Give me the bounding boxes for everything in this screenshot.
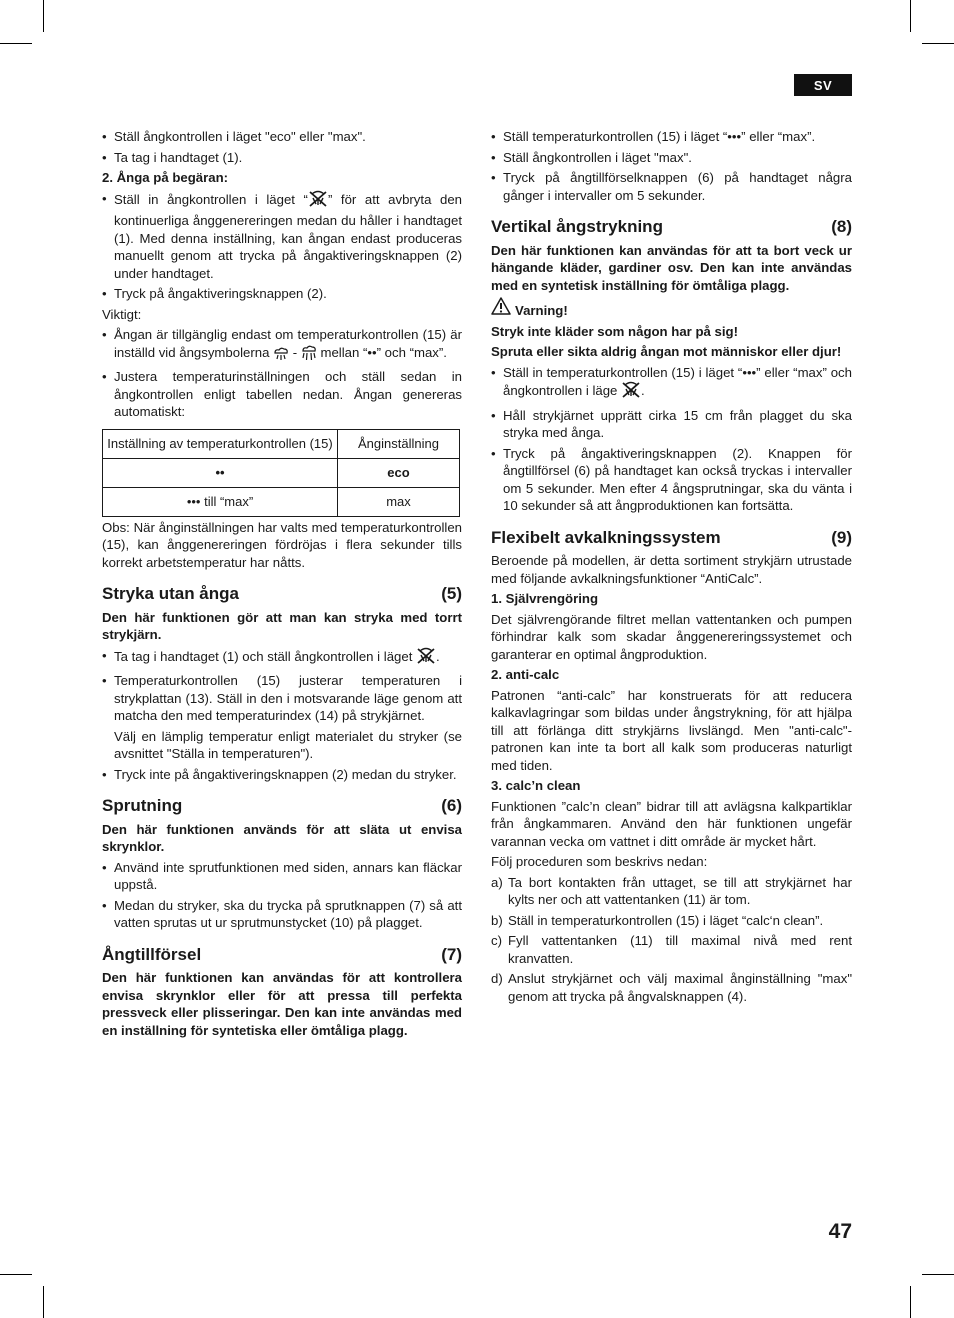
section-heading bbox=[102, 585, 462, 603]
section-title: Sprutning bbox=[102, 796, 183, 815]
section-title: Flexibelt avkalkningssystem bbox=[491, 527, 721, 547]
text: ” för att avbryta den kontinuerliga ånggenereringen medan du håller i handtaget (1). Med denna inställning, kan ångan endast produceras manuellt genom att trycka på ångaktiveringsknappen (2) under handtaget. bbox=[114, 191, 462, 281]
text: - bbox=[289, 344, 301, 360]
subheading: 2. anti-calc bbox=[491, 667, 560, 682]
text: Ställ in ångkontrollen i läget “ bbox=[114, 191, 308, 207]
list-item bbox=[102, 190, 462, 283]
list-item: • Justera temperaturinställningen och ställ sedan in ångkontrollen enligt tabellen nedan. Ångan genereras automatiskt: bbox=[102, 368, 462, 421]
warning-paragraph: Stryk inte kläder som någon har på sig! bbox=[491, 323, 738, 339]
no-steam-icon bbox=[621, 381, 641, 404]
section-heading bbox=[102, 797, 462, 815]
table-header: Ånginställning bbox=[338, 429, 460, 458]
warning-paragraph: Spruta eller sikta aldrig ångan mot människor eller djur! bbox=[491, 344, 842, 359]
list-item: • Tryck på ångtillförselknappen (6) på handtaget några gånger i intervaller om 5 sekunder. bbox=[491, 169, 852, 204]
lead-paragraph: Den här funktionen kan användas för att kontrollera envisa skrynklor eller för att pressa till perfekta pressveck eller plisseringar. Den kan inte användas med en inställning för syntetiska eller ömtåliga plagg. bbox=[102, 970, 462, 1038]
crop-mark bbox=[922, 43, 954, 44]
crop-mark bbox=[910, 0, 911, 32]
note-label: Viktigt: bbox=[102, 306, 142, 322]
crop-mark bbox=[43, 0, 44, 32]
table-row bbox=[103, 458, 460, 487]
warning-triangle-icon bbox=[491, 297, 511, 320]
list-item: • Ställ ångkontrollen i läget "eco" eller "max". bbox=[102, 128, 462, 146]
subheading: 3. calc’n clean bbox=[491, 778, 581, 793]
text: Ställ in temperaturkontrollen (15) i läget “•••” eller “max” och ångkontrollen i läge bbox=[503, 364, 852, 398]
step-text: Fyll vattentanken (11) till maximal nivå med rent kranvatten. bbox=[508, 933, 852, 966]
list-item: • Tryck på ångaktiveringsknappen (2). bbox=[102, 285, 462, 303]
list-item: • Använd inte sprutfunktionen med siden, annars kan fläckar uppstå. bbox=[102, 859, 462, 894]
crop-mark bbox=[43, 1286, 44, 1318]
crop-mark bbox=[922, 1274, 954, 1275]
step-item bbox=[491, 912, 852, 930]
section-title: Vertikal ångstrykning bbox=[491, 217, 663, 236]
list-item bbox=[491, 364, 852, 404]
language-badge: SV bbox=[794, 74, 852, 96]
paragraph: Beroende på modellen, är detta sortiment strykjärn utrustade med följande avkalkningsfunktioner “AntiCalc”. bbox=[491, 553, 852, 586]
section-number: (6) bbox=[441, 796, 462, 815]
crop-mark bbox=[0, 43, 32, 44]
lead-paragraph: Den här funktionen kan användas för att ta bort veck ur hängande kläder, gardiner osv. Den kan inte användas med en syntetisk inställning för ömtåliga plagg. bbox=[491, 242, 852, 293]
subheading: 2. Ånga på begäran: bbox=[102, 170, 229, 185]
warning-label bbox=[491, 297, 852, 320]
step-item bbox=[491, 970, 852, 1005]
text: . bbox=[436, 648, 440, 664]
section-title: Stryka utan ånga bbox=[102, 584, 239, 603]
table-cell: max bbox=[338, 487, 460, 516]
table-cell: •• bbox=[103, 458, 338, 487]
paragraph: Det självrengörande filtret mellan vattentanken och pumpen förhindrar kalk som skadar ånggenereringssystemet och garanterar en optimal ångproduktion. bbox=[491, 611, 852, 662]
section-number: (5) bbox=[441, 584, 462, 603]
step-marker: d) bbox=[491, 971, 503, 986]
table-cell: eco bbox=[338, 458, 460, 487]
step-text: Ta bort kontakten från uttaget, se till att strykjärnet har kylts ner och att vattentanken (11) är tom. bbox=[508, 874, 852, 907]
steam-max-icon bbox=[301, 345, 317, 366]
list-item: • Ta tag i handtaget (1). bbox=[102, 149, 462, 167]
text: mellan “••” och “max”. bbox=[316, 344, 447, 360]
no-steam-icon bbox=[416, 647, 436, 670]
list-item bbox=[102, 326, 462, 365]
crop-mark bbox=[0, 1274, 32, 1275]
warning-text: Varning! bbox=[515, 303, 568, 318]
list-item-continuation: Välj en lämplig temperatur enligt materialet du stryker (se avsnittet "Ställa in temperaturen"). bbox=[114, 728, 462, 761]
list-item: • Ställ temperaturkontrollen (15) i läget “•••” eller “max”. bbox=[491, 128, 852, 146]
no-steam-icon bbox=[308, 190, 328, 213]
list-item: • Håll strykjärnet upprätt cirka 15 cm från plagget du ska stryka med ånga. bbox=[491, 407, 852, 442]
step-marker: c) bbox=[491, 933, 502, 948]
step-text: Anslut strykjärnet och välj maximal ånginställning "max" genom att trycka på ångvalsknappen (4). bbox=[508, 971, 852, 1004]
section-title: Ångtillförsel bbox=[102, 944, 202, 964]
section-number: (8) bbox=[831, 217, 852, 236]
table-row bbox=[103, 429, 460, 458]
section-number: (9) bbox=[831, 527, 852, 547]
paragraph: Patronen “anti-calc” har konstruerats för att reducera kalkavlagringar som bildas under ångstrykning, för att hjälpa till att förlänga ditt strykjärns livslängd. Men "anti-calc"-patronen kan inte ta bort all kalk som produceras naturligt med tiden. bbox=[491, 687, 852, 773]
subheading: 1. Självrengöring bbox=[491, 591, 598, 606]
step-marker: a) bbox=[491, 874, 503, 890]
section-heading bbox=[102, 946, 462, 964]
text: Ta tag i handtaget (1) och ställ ångkontrollen i läget bbox=[114, 648, 413, 664]
list-item: • Tryck inte på ångaktiveringsknappen (2) medan du stryker. bbox=[102, 766, 462, 784]
step-item bbox=[491, 874, 852, 909]
paragraph: Obs: När ånginställningen har valts med temperaturkontrollen (15), kan ånggenereringen fördröjas i flera sekunder tills korrekt arbetstemperatur har nåtts. bbox=[102, 519, 462, 570]
list-item: • Ställ ångkontrollen i läget "max". bbox=[491, 149, 852, 167]
lead-paragraph: Den här funktionen används för att släta ut envisa skrynklor. bbox=[102, 821, 462, 854]
step-item bbox=[491, 932, 852, 967]
step-marker: b) bbox=[491, 912, 503, 928]
table-row bbox=[103, 487, 460, 516]
text: Ångan är tillgänglig endast om temperaturkontrollen (15) är inställd vid ångsymbolerna bbox=[114, 327, 462, 360]
section-number: (7) bbox=[441, 944, 462, 964]
table-header: Inställning av temperaturkontrollen (15) bbox=[103, 429, 338, 458]
paragraph: Följ proceduren som beskrivs nedan: bbox=[491, 854, 708, 869]
steam-cloud-icon bbox=[273, 347, 289, 366]
table-cell: ••• till “max” bbox=[103, 487, 338, 516]
step-text: Ställ in temperaturkontrollen (15) i läget “calc‘n clean”. bbox=[508, 912, 824, 928]
left-column bbox=[102, 128, 462, 1042]
paragraph: Funktionen ”calc’n clean” bidrar till att avlägsna kalkpartiklar från ångkammaren. Använd den här funktionen ungefär varannan vecka om vattnet i ditt område är mycket hårt. bbox=[491, 798, 852, 849]
lead-paragraph: Den här funktionen gör att man kan stryka med torrt strykjärn. bbox=[102, 609, 462, 642]
right-column bbox=[491, 128, 852, 1008]
text: . bbox=[641, 383, 645, 398]
crop-mark bbox=[910, 1286, 911, 1318]
section-heading bbox=[491, 529, 852, 547]
list-item bbox=[102, 647, 462, 670]
page-number: 47 bbox=[828, 1220, 852, 1243]
section-heading bbox=[491, 218, 852, 236]
list-item: • Medan du stryker, ska du trycka på sprutknappen (7) så att vatten sprutas ut ur sprutmunstycket (10) på plagget. bbox=[102, 897, 462, 932]
list-item: • Tryck på ångaktiveringsknappen (2). Knappen för ångtillförsel (6) på handtaget kan också tryckas i intervaller om 5 sekunder. Men efter 4 ångsprutningar, ska du vänta i 10 sekunder så att ångproduktionen kan fortsätta. bbox=[491, 445, 852, 515]
steam-settings-table bbox=[102, 429, 460, 517]
list-item: • Temperaturkontrollen (15) justerar temperaturen i strykplattan (13). Ställ in den i motsvarande läge genom att matcha den med temperaturindex (14) på strykjärnet. bbox=[102, 672, 462, 725]
